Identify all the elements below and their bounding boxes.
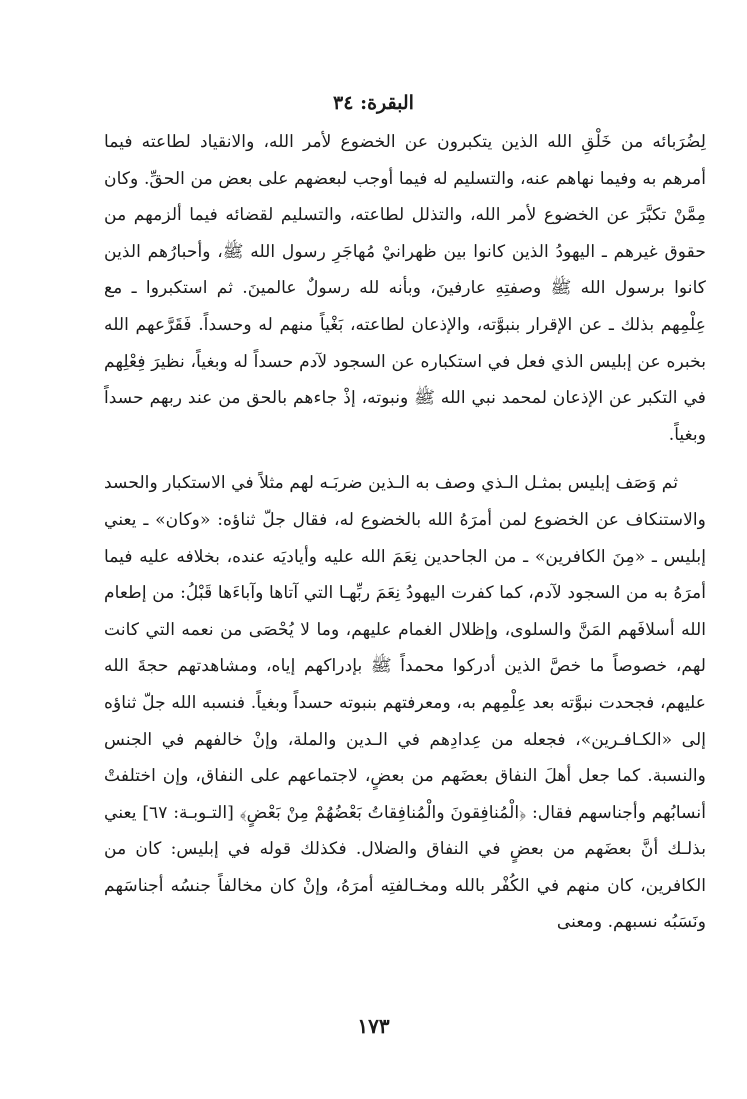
paragraph: لِضُرَبائه من خَلْقِ الله الذين يتكبرون عن الخضوع لأمر الله، والانقياد لطاعته فيما أمرهم به وفيما نهاهم عنه، والتسليم له فيما أوجب لبعضهم على بعض من الحقِّ. وكان مِمَّنْ تكبَّرَ عن الخضوع لأمر الله، والتذلل لطاعته، والتسليم لقضائه فيما ألزمهم من حقوق غيرهم ـ اليهودُ الذين كانوا بين ظهرانيْ مُهاجَرِ رسول الله ﷺ، وأحبارُهم الذين كانوا برسول الله ﷺ وصفتِهِ عارفينَ، وبأنه لله رسولٌ عالمينَ. ثم استكبروا ـ مع عِلْمِهم بذلك ـ عن الإقرار بنبوَّته، والإذعان لطاعته، بَغْياً منهم له وحسداً. فَقَرَّعهم الله بخبره عن إبليس الذي فعل في استكباره عن السجود لآدم حسداً له وبغياً، نظيرَ فِعْلِهم في التكبر عن الإذعان لمحمد نبي الله ﷺ ونبوته، إذْ جاءهم بالحق من عند ربهم حسداً وبغياً. <box>104 132 706 445</box>
body-text <box>104 124 706 941</box>
page-number: ١٧٣ <box>357 1014 390 1038</box>
running-header: البقرة: ٣٤ <box>333 92 414 114</box>
paragraph: ثم وَصَف إبليس بمثـل الـذي وصف به الـذين ضربَـه لهم مثلاً في الاستكبار والحسد والاستنكاف عن الخضوع لمن أمرَهُ الله بالخضوع له، فقال جلّ ثناؤه: «وكان» ـ يعني إبليس ـ «مِنَ الكافرين» ـ من الجاحدين نِعَمَ الله عليه وأياديَه عنده، بخلافه عليه فيما أمرَهُ به من السجود لآدم، كما كفرت اليهودُ نِعَمَ ربِّهـا التي آتاها وآباءَها قَبْلُ: من إطعام الله أسلافَهم المَنَّ والسلوى، وإظلال الغمام عليهم، وما لا يُحْصَى من نعمه التي كانت لهم، خصوصاً ما خصَّ الذين أدركوا محمداً ﷺ بإدراكهم إياه، ومشاهدتهم حجةَ الله عليهم، فجحدت نبوَّته بعد عِلْمِهم به، ومعرفتهم بنبوته حسداً وبغياً. فنسبه الله جلّ ثناؤه إلى «الكـافـرين»، فجعله من عِدادِهم في الـدين والملة، وإنْ خالفهم في الجنس والنسبة. كما جعل أهلَ النفاق بعضَهم من بعضٍ، لاجتماعهم على النفاق، وإن اختلفتْ أنسابُهم وأجناسهم فقال: ﴿الْمُنافِقونَ والْمُنافِقاتُ بَعْضُهُمْ مِنْ بَعْضٍ﴾ [التـوبـة: ٦٧] يعني بذلـك أنَّ بعضَهم من بعضٍ في النفاق والضلال. فكذلك قوله في إبليس: كان من الكافرين، كان منهم في الكُفْر بالله ومخـالفتِه أمرَهُ، وإنْ كان مخالفاً جنسُه أجناسَهم ونَسَبُه نسبهم. ومعنى <box>104 473 706 933</box>
